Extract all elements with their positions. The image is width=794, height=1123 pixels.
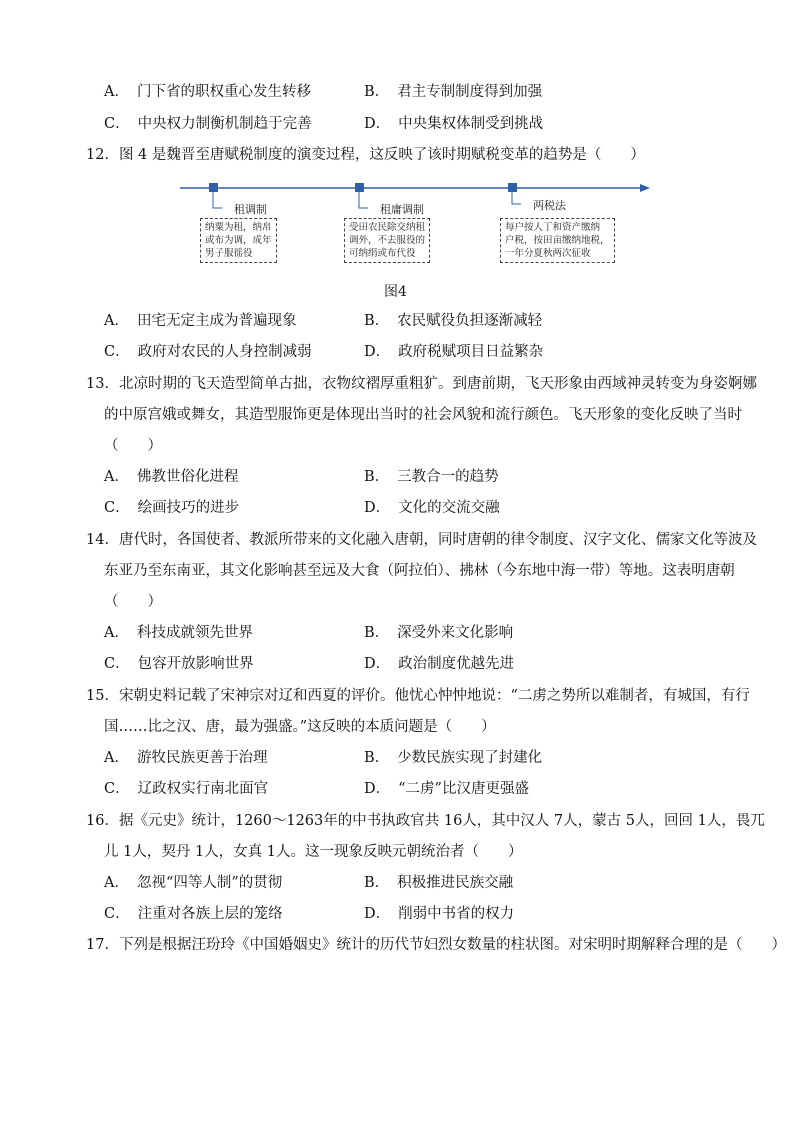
q14-option-a[interactable]: A． 科技成就领先世界: [104, 625, 253, 641]
q15-option-a[interactable]: A． 游牧民族更善于治理: [104, 750, 268, 766]
q16-stem-line-1: 16．据《元史》统计，1260～1263年的中书执政官共 16人，其中汉人 7人，蒙古 5人，回回 1人，畏兀: [86, 813, 765, 829]
q15-option-b[interactable]: B． 少数民族实现了封建化: [364, 750, 543, 766]
q14-stem-line-1: 14．唐代时，各国使者、教派所带来的文化融入唐朝，同时唐朝的律令制度、汉字文化、儒家文化等波及: [86, 532, 757, 548]
q11-option-d[interactable]: D． 中央集权体制受到挑战: [364, 116, 544, 132]
q16-option-b[interactable]: B． 积极推进民族交融: [364, 875, 514, 891]
timeline-label-zuyongdiao: 租庸调制: [380, 203, 424, 216]
q13-stem-line-1: 13．北凉时期的飞天造型简单古拙，衣物纹褶厚重粗犷。到唐前期，飞天形象由西域神灵转变为身姿婀娜: [86, 376, 757, 392]
timeline-box-zuyongdiao: 受田农民除交纳租 调外，不去服役的 可纳绢或布代役: [344, 218, 430, 263]
timeline-box-liangshui: 每户按人丁和资产缴纳 户税，按田亩缴纳地税， 一年分夏秋两次征收: [500, 218, 615, 263]
timeline-box-zudiao: 纳粟为租，纳帛 或布为调，成年 男子服徭役: [200, 218, 277, 263]
q13-option-a[interactable]: A． 佛教世俗化进程: [104, 469, 239, 485]
q14-stem-line-2: 东亚乃至东南亚，其文化影响甚至远及大食（阿拉伯）、拂林（今东地中海一带）等地。这表明唐朝: [104, 563, 735, 579]
q13-option-d[interactable]: D． 文化的交流交融: [364, 500, 500, 516]
q14-option-b[interactable]: B． 深受外来文化影响: [364, 625, 514, 641]
q15-stem-line-1: 15．宋朝史料记载了宋神宗对辽和西夏的评价。他忧心忡忡地说：“二虏之势所以难制者，有城国，有行: [86, 688, 750, 704]
figure-caption: 图4: [384, 284, 407, 300]
timeline-label-zudiao: 租调制: [234, 203, 267, 216]
timeline-label-liangshui: 两税法: [533, 199, 566, 212]
q15-option-d[interactable]: D． “二虏”比汉唐更强盛: [364, 781, 529, 797]
q11-option-a[interactable]: A． 门下省的职权重心发生转移: [104, 84, 311, 100]
q16-stem-line-2: 儿 1人，契丹 1人，女真 1人。这一现象反映元朝统治者（ ）: [104, 844, 523, 860]
q15-option-c[interactable]: C． 辽政权实行南北面官: [104, 781, 269, 797]
q12-option-a[interactable]: A． 田宅无定主成为普遍现象: [104, 313, 297, 329]
q14-answer-blank: （ ）: [104, 594, 162, 610]
q16-option-a[interactable]: A． 忽视“四等人制”的贯彻: [104, 875, 283, 891]
q17-stem: 17．下列是根据汪玢玲《中国婚姻史》统计的历代节妇烈女数量的柱状图。对宋明时期解释合理的是（ ）: [86, 937, 786, 953]
q13-answer-blank: （ ）: [104, 438, 162, 454]
q16-option-d[interactable]: D． 削弱中书省的权力: [364, 906, 515, 922]
q15-stem-line-2: 国……比之汉、唐，最为强盛。”这反映的本质问题是（ ）: [104, 719, 496, 735]
q13-stem-line-2: 的中原宫娥或舞女，其造型服饰更是体现出当时的社会风貌和流行颜色。飞天形象的变化反映了当时: [104, 407, 742, 423]
q11-option-b[interactable]: B． 君主专制制度得到加强: [364, 84, 543, 100]
q13-option-b[interactable]: B． 三教合一的趋势: [364, 469, 499, 485]
q14-option-c[interactable]: C． 包容开放影响世界: [104, 656, 254, 672]
q12-stem: 12．图 4 是魏晋至唐赋税制度的演变过程，这反映了该时期赋税变革的趋势是（ ）: [86, 147, 645, 163]
q12-option-c[interactable]: C． 政府对农民的人身控制减弱: [104, 344, 312, 360]
q11-option-c[interactable]: C． 中央权力制衡机制趋于完善: [104, 116, 312, 132]
tax-timeline-figure: [180, 176, 650, 268]
q12-option-b[interactable]: B． 农民赋役负担逐渐减轻: [364, 313, 543, 329]
q14-option-d[interactable]: D． 政治制度优越先进: [364, 656, 515, 672]
q12-option-d[interactable]: D． 政府税赋项目日益繁杂: [364, 344, 544, 360]
q13-option-c[interactable]: C． 绘画技巧的进步: [104, 500, 240, 516]
q16-option-c[interactable]: C． 注重对各族上层的笼络: [104, 906, 283, 922]
